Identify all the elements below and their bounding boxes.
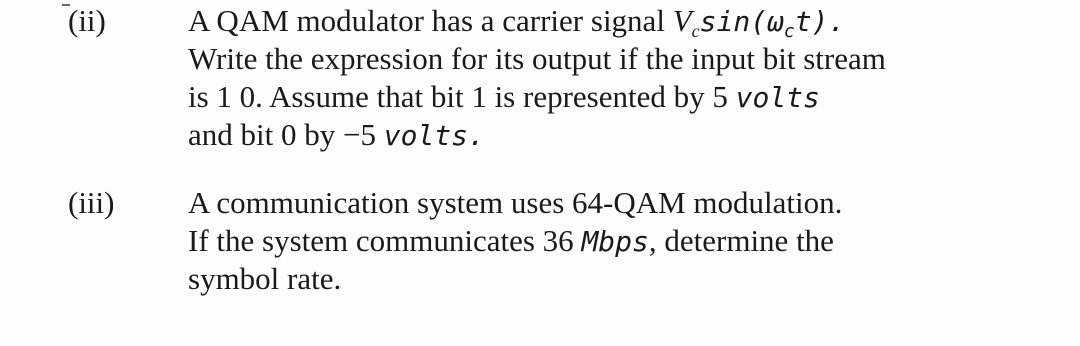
math-text: t). [794,5,846,38]
question-number: (iii) [68,185,115,220]
carrier-symbol [672,3,700,41]
text-segment: If the system communicates 36 [188,223,582,258]
math-text: sin(ω [699,5,784,38]
unit-text: volts. [383,119,485,152]
question-line: A communication system uses 64-QAM modulation. [188,185,843,220]
carrier-expression [699,5,846,42]
text-segment: A QAM modulator has a carrier signal [188,3,673,38]
question-body [188,184,1068,298]
question-line: Write the expression for its output if the input bit stream [188,41,886,76]
text-segment: and bit 0 by −5 [188,117,384,152]
question-line [188,2,1068,40]
text-segment: is 1 0. Assume that bit 1 is represented by 5 [188,79,736,114]
unit-text: volts [735,81,820,114]
question-line [188,78,1068,116]
question-number: (ii) [68,3,106,38]
math-subscript: c [783,21,795,42]
question-line: symbol rate. [188,261,342,296]
math-variable: V [672,3,692,38]
question-line [188,116,1068,154]
math-subscript: c [691,21,700,41]
question-body [188,2,1068,154]
question-line [188,222,1068,260]
unit-text: Mbps [581,225,649,258]
text-segment: , determine the [648,223,834,258]
